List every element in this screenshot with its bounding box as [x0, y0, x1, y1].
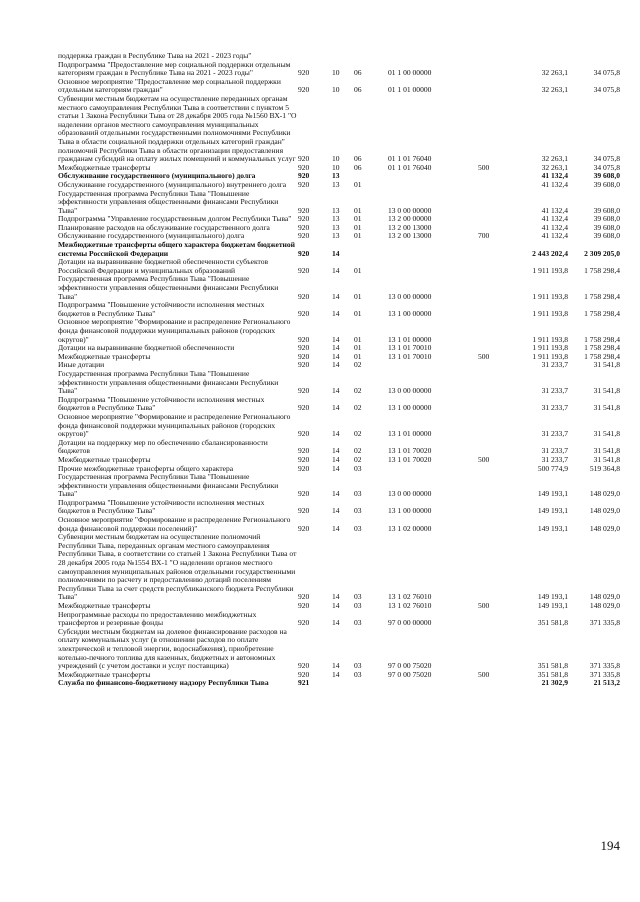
- row-amount-year1: 351 581,8: [537, 669, 568, 679]
- row-expense-type: [478, 241, 506, 258]
- row-grbs: 920: [298, 360, 310, 370]
- table-row: [58, 318, 620, 344]
- row-section: 14: [332, 454, 340, 464]
- row-name: Непрограммные расходы по предоставлению межбюджетных трансфертов и резервные фонды: [58, 609, 257, 628]
- row-target-article: 13 1 01 70020: [388, 446, 432, 456]
- row-subsection: 02: [354, 386, 362, 396]
- row-amount-year2: 39 608,0: [593, 214, 620, 224]
- row-grbs: 920: [298, 669, 310, 679]
- row-amount-year2: 1 758 298,4: [584, 265, 620, 275]
- row-section: 14: [332, 334, 340, 344]
- table-row: [58, 413, 620, 439]
- table-row: [58, 258, 620, 275]
- row-name: Государственная программа Республики Тыва "Повышение эффективности управления общественными финансами Республики Тыва": [58, 188, 279, 215]
- row-subsection: 01: [354, 351, 362, 361]
- table-row: [58, 275, 620, 301]
- row-target-article: 97 0 00 00000: [388, 618, 432, 628]
- row-section: [332, 679, 354, 688]
- row-name: Подпрограмма "Повышение устойчивости исполнения местных бюджетов в Республике Тыва": [58, 497, 265, 516]
- row-grbs: 920: [298, 205, 310, 215]
- row-grbs: 920: [298, 68, 310, 78]
- table-row: [58, 439, 620, 456]
- row-grbs: 920: [298, 592, 310, 602]
- row-target-article: [388, 181, 478, 190]
- row-amount-year1: 31 233,7: [541, 403, 568, 413]
- row-subsection: 06: [354, 154, 362, 164]
- row-section: 14: [332, 308, 340, 318]
- row-expense-type: 500: [478, 162, 490, 172]
- row-grbs: 920: [298, 446, 310, 456]
- table-row: [58, 611, 620, 628]
- row-target-article: 13 1 00 00000: [388, 308, 432, 318]
- row-amount-year2: 34 075,8: [593, 68, 620, 78]
- row-name: Иные дотации: [58, 360, 105, 370]
- row-subsection: 02: [354, 429, 362, 439]
- row-target-article: 97 0 00 75020: [388, 669, 432, 679]
- row-grbs: 920: [298, 291, 310, 301]
- row-subsection: 01: [354, 308, 362, 318]
- row-amount-year2: 34 075,8: [593, 162, 620, 172]
- row-expense-type: [478, 258, 506, 275]
- row-amount-year1: 41 132,4: [541, 205, 568, 215]
- row-target-article: [388, 52, 478, 61]
- row-amount-year2: 148 029,0: [589, 523, 620, 533]
- row-amount-year1: 149 193,1: [537, 489, 568, 499]
- table-row: [58, 78, 620, 95]
- row-name: Прочие межбюджетные трансферты общего характера: [58, 463, 234, 473]
- row-section: 14: [332, 360, 340, 370]
- row-subsection: 01: [354, 214, 362, 224]
- row-amount-year1: [506, 52, 568, 61]
- row-target-article: 01 1 01 76040: [388, 162, 432, 172]
- row-section: 14: [332, 343, 340, 353]
- row-expense-type: [478, 465, 506, 474]
- row-amount-year1: 351 581,8: [537, 661, 568, 671]
- table-row: [58, 396, 620, 413]
- row-amount-year2: 31 541,8: [593, 360, 620, 370]
- row-amount-year1: 31 233,7: [541, 454, 568, 464]
- row-amount-year2: 21 513,2: [593, 678, 620, 688]
- row-subsection: 01: [354, 205, 362, 215]
- row-target-article: [388, 465, 478, 474]
- row-grbs: 920: [298, 351, 310, 361]
- row-section: 14: [332, 446, 340, 456]
- row-target-article: 13 0 00 00000: [388, 291, 432, 301]
- row-expense-type: [478, 181, 506, 190]
- table-row: [58, 95, 620, 164]
- row-expense-type: [478, 439, 506, 456]
- row-target-article: [388, 172, 478, 181]
- row-grbs: 921: [298, 678, 310, 688]
- row-target-article: 13 1 02 76010: [388, 601, 432, 610]
- row-subsection: 06: [354, 162, 362, 172]
- row-section: 14: [332, 429, 340, 439]
- row-amount-year2: 34 075,8: [593, 154, 620, 164]
- row-target-article: 13 0 00 00000: [388, 205, 432, 215]
- row-grbs: 920: [298, 429, 310, 439]
- row-name: Межбюджетные трансферты: [58, 454, 151, 464]
- row-amount-year2: 1 758 298,4: [584, 334, 620, 344]
- row-section: 13: [332, 222, 340, 232]
- row-expense-type: [478, 413, 506, 439]
- row-name: Основное мероприятие "Формирование и распределение Регионального фонда финансовой поддержки муниципальных районов (городских округов)": [58, 411, 291, 439]
- table-row: [58, 61, 620, 78]
- row-section: 14: [332, 661, 340, 671]
- row-grbs: 920: [298, 222, 310, 232]
- row-amount-year1: 41 132,4: [541, 222, 568, 232]
- row-grbs: 920: [298, 618, 310, 628]
- row-expense-type: [478, 516, 506, 533]
- row-target-article: 13 2 00 13000: [388, 222, 432, 232]
- row-amount-year2: 1 758 298,4: [584, 308, 620, 318]
- row-grbs: 920: [298, 601, 310, 610]
- table-row: [58, 190, 620, 216]
- row-section: 14: [332, 291, 340, 301]
- row-subsection: 01: [354, 343, 362, 353]
- row-expense-type: [478, 275, 506, 301]
- row-expense-type: [478, 628, 506, 671]
- row-target-article: [388, 258, 478, 275]
- row-name: Межбюджетные трансферты: [58, 351, 151, 361]
- row-expense-type: [478, 318, 506, 344]
- row-section: 13: [332, 179, 340, 189]
- row-target-article: 13 1 00 00000: [388, 506, 432, 516]
- row-amount-year1: 1 911 193,8: [532, 291, 568, 301]
- row-expense-type: [478, 95, 506, 164]
- row-grbs: 920: [298, 661, 310, 671]
- row-subsection: [354, 679, 388, 688]
- row-expense-type: [478, 396, 506, 413]
- table-row: [58, 473, 620, 499]
- row-subsection: [354, 241, 388, 258]
- row-grbs: 920: [298, 231, 310, 241]
- table-row: [58, 533, 620, 602]
- row-amount-year2: 39 608,0: [593, 231, 620, 241]
- row-amount-year2: 1 758 298,4: [584, 351, 620, 361]
- row-section: 14: [332, 601, 340, 610]
- row-expense-type: [478, 473, 506, 499]
- row-amount-year2: 39 608,0: [593, 179, 620, 189]
- row-section: 10: [332, 85, 340, 95]
- row-subsection: 02: [354, 454, 362, 464]
- row-name: поддержка граждан в Республике Тыва на 2021 - 2023 годы": [58, 51, 252, 60]
- row-expense-type: [478, 611, 506, 628]
- row-subsection: [354, 52, 388, 61]
- row-expense-type: 500: [478, 351, 490, 361]
- table-row: [58, 301, 620, 318]
- row-name: Дотации на выравнивание бюджетной обеспеченности: [58, 343, 235, 353]
- row-subsection: 02: [354, 360, 362, 370]
- row-target-article: 13 1 00 00000: [388, 403, 432, 413]
- row-name: Подпрограмма "Предоставление мер социальной поддержки отдельным категориям граждан в Республике Тыва на 2021 - 2023 годы": [58, 59, 291, 78]
- row-subsection: 01: [354, 231, 362, 241]
- row-name: Планирование расходов на обслуживание государственного долга: [58, 222, 270, 232]
- row-subsection: 03: [354, 489, 362, 499]
- row-amount-year1: 1 911 193,8: [532, 265, 568, 275]
- row-subsection: 06: [354, 85, 362, 95]
- row-target-article: 13 1 01 00000: [388, 429, 432, 439]
- row-amount-year1: 149 193,1: [537, 601, 568, 610]
- row-amount-year2: 1 758 298,4: [584, 291, 620, 301]
- table-row: [58, 241, 620, 258]
- row-grbs: 920: [298, 463, 310, 473]
- row-amount-year2: 148 029,0: [589, 592, 620, 602]
- row-name: Субвенции местным бюджетам на осуществление переданных органам местного самоуправления Республики Тыва в соответствии с пунктом 5 статьи 1 Закона Республики Тыва от 28 декабря 2005 года №1560 ВХ-1 "О наделении органов местного самоуправления муниципальных образований отдельными государственными полномочиями Республики Тыва в области социальной поддержки отдельных категорий граждан" полномочий Республики Тыва в области организации предоставления гражданам субсидий на оплату жилых помещений и коммунальных услуг: [58, 93, 297, 164]
- row-amount-year1: 1 911 193,8: [532, 351, 568, 361]
- row-amount-year1: 2 443 202,4: [532, 248, 568, 258]
- row-expense-type: [478, 61, 506, 78]
- row-amount-year2: 519 364,8: [589, 463, 620, 473]
- row-name: Дотации на выравнивание бюджетной обеспеченности субъектов Российской Федерации и муниципальных образований: [58, 257, 269, 275]
- row-name: Служба по финансово-бюджетному надзору Республики Тыва: [58, 678, 269, 688]
- row-section: 14: [332, 489, 340, 499]
- row-target-article: 13 1 01 00000: [388, 334, 432, 344]
- row-amount-year1: 31 233,7: [541, 429, 568, 439]
- table-row: [58, 370, 620, 396]
- row-section: 14: [332, 523, 340, 533]
- row-amount-year1: 149 193,1: [537, 592, 568, 602]
- row-amount-year2: 371 335,8: [589, 669, 620, 679]
- row-target-article: [388, 679, 478, 688]
- row-amount-year2: 371 335,8: [589, 618, 620, 628]
- row-amount-year1: 1 911 193,8: [532, 334, 568, 344]
- row-subsection: 03: [354, 661, 362, 671]
- row-section: 13: [332, 231, 340, 241]
- row-expense-type: [478, 172, 506, 181]
- row-section: 14: [332, 248, 340, 258]
- row-grbs: 920: [298, 454, 310, 464]
- table-row: [58, 628, 620, 671]
- row-target-article: 13 0 00 00000: [388, 489, 432, 499]
- row-amount-year1: 500 774,9: [537, 463, 568, 473]
- row-name: Государственная программа Республики Тыва "Повышение эффективности управления общественными финансами Республики Тыва": [58, 472, 279, 499]
- row-expense-type: 500: [478, 454, 490, 464]
- row-section: 13: [332, 214, 340, 224]
- row-name: Государственная программа Республики Тыва "Повышение эффективности управления общественными финансами Республики Тыва": [58, 274, 279, 301]
- row-subsection: 06: [354, 68, 362, 78]
- row-section: 13: [332, 171, 340, 181]
- row-amount-year1: 41 132,4: [541, 179, 568, 189]
- row-amount-year1: 149 193,1: [537, 506, 568, 516]
- row-amount-year2: 148 029,0: [589, 489, 620, 499]
- row-target-article: 97 0 00 75020: [388, 661, 432, 671]
- table-row: [58, 679, 620, 688]
- row-amount-year2: 31 541,8: [593, 386, 620, 396]
- budget-table: [58, 52, 620, 688]
- row-subsection: 01: [354, 179, 362, 189]
- row-amount-year2: 31 541,8: [593, 454, 620, 464]
- row-name: Субвенции местным бюджетам на осуществление полномочий Республики Тыва, переданных органам местного самоуправления Республики Тыва, в соответствии со статьей 1 Закона Республики Тыва от 28 декабря 2005 года №1554 ВХ-1 "О наделении органов местного самоуправления муниципальных районов отдельными государственными полномочиями по расчету и предоставлению дотаций поселениям Республики Тыва за счет средств республиканского бюджета Республики Тыва": [58, 532, 297, 602]
- row-expense-type: [478, 361, 506, 370]
- row-section: 14: [332, 386, 340, 396]
- row-name: Государственная программа Республики Тыва "Повышение эффективности управления общественными финансами Республики Тыва": [58, 368, 279, 396]
- row-amount-year2: 148 029,0: [589, 601, 620, 610]
- row-name: Обслуживание государственного (муниципального) долга: [58, 231, 245, 241]
- row-target-article: 13 0 00 00000: [388, 386, 432, 396]
- row-amount-year2: 2 309 205,0: [584, 248, 620, 258]
- row-subsection: 01: [354, 222, 362, 232]
- row-expense-type: [478, 52, 506, 61]
- row-section: 14: [332, 669, 340, 679]
- row-grbs: 920: [298, 179, 310, 189]
- row-name: Подпрограмма "Управление государственным долгом Республики Тыва": [58, 214, 292, 224]
- row-name: Основное мероприятие "Формирование и распределение Регионального фонда финансовой поддержки муниципальных районов (городских округов)": [58, 317, 291, 344]
- row-expense-type: [478, 301, 506, 318]
- row-grbs: 920: [298, 489, 310, 499]
- row-section: 14: [332, 618, 340, 628]
- row-grbs: 920: [298, 343, 310, 353]
- page-number: 194: [600, 838, 620, 853]
- row-name: Обслуживание государственного (муниципального) внутреннего долга: [58, 179, 287, 189]
- budget-table-body: [58, 52, 620, 688]
- row-name: Межбюджетные трансферты: [58, 162, 151, 172]
- row-expense-type: 700: [478, 231, 490, 241]
- row-amount-year1: 32 263,1: [541, 85, 568, 95]
- row-amount-year1: 31 233,7: [541, 386, 568, 396]
- row-name: Дотации на поддержку мер по обеспечению сбалансированности бюджетов: [58, 437, 268, 456]
- row-amount-year2: 39 608,0: [593, 205, 620, 215]
- row-subsection: 03: [354, 523, 362, 533]
- row-expense-type: [478, 679, 506, 688]
- row-section: 14: [332, 463, 340, 473]
- row-section: 14: [332, 265, 340, 275]
- row-subsection: 01: [354, 334, 362, 344]
- row-subsection: 03: [354, 506, 362, 516]
- row-amount-year1: 149 193,1: [537, 523, 568, 533]
- row-name: Межбюджетные трансферты: [58, 601, 151, 610]
- row-name: Подпрограмма "Повышение устойчивости исполнения местных бюджетов в Республике Тыва": [58, 300, 265, 318]
- row-section: [332, 52, 354, 61]
- row-grbs: 920: [298, 308, 310, 318]
- row-amount-year1: 31 233,7: [541, 360, 568, 370]
- row-target-article: [388, 361, 478, 370]
- row-target-article: 13 1 01 70010: [388, 351, 432, 361]
- row-grbs: 920: [298, 386, 310, 396]
- row-name: Подпрограмма "Повышение устойчивости исполнения местных бюджетов в Республике Тыва": [58, 394, 265, 413]
- row-expense-type: [478, 190, 506, 216]
- row-expense-type: 500: [478, 601, 490, 610]
- row-target-article: 13 2 00 00000: [388, 214, 432, 224]
- row-amount-year2: 31 541,8: [593, 446, 620, 456]
- row-grbs: [298, 52, 332, 61]
- row-amount-year1: 32 263,1: [541, 162, 568, 172]
- row-subsection: 02: [354, 403, 362, 413]
- row-amount-year1: 32 263,1: [541, 68, 568, 78]
- row-section: 14: [332, 506, 340, 516]
- row-section: 10: [332, 162, 340, 172]
- row-amount-year1: 351 581,8: [537, 618, 568, 628]
- row-target-article: 13 1 01 70010: [388, 343, 432, 353]
- row-amount-year2: 34 075,8: [593, 85, 620, 95]
- row-target-article: 13 1 02 00000: [388, 523, 432, 533]
- row-expense-type: [478, 78, 506, 95]
- row-amount-year1: 21 302,9: [541, 678, 568, 688]
- row-subsection: 02: [354, 446, 362, 456]
- row-amount-year1: 32 263,1: [541, 154, 568, 164]
- row-grbs: 920: [298, 403, 310, 413]
- table-row: [58, 516, 620, 533]
- row-expense-type: [478, 215, 506, 224]
- row-grbs: 920: [298, 85, 310, 95]
- row-name: Основное мероприятие "Предоставление мер социальной поддержки отдельным категориям граждан": [58, 76, 281, 95]
- row-section: 10: [332, 68, 340, 78]
- row-amount-year2: 31 541,8: [593, 429, 620, 439]
- row-amount-year2: 148 029,0: [589, 506, 620, 516]
- row-grbs: 920: [298, 248, 310, 258]
- row-amount-year1: 41 132,4: [541, 214, 568, 224]
- row-amount-year1: 31 233,7: [541, 446, 568, 456]
- row-amount-year2: 371 335,8: [589, 661, 620, 671]
- row-subsection: 01: [354, 291, 362, 301]
- row-amount-year2: 31 541,8: [593, 403, 620, 413]
- row-section: 13: [332, 205, 340, 215]
- row-expense-type: 500: [478, 669, 490, 679]
- row-name: Субсидии местным бюджетам на долевое финансирование расходов на оплату коммунальных услуг (в отношении расходов по оплате электрической и тепловой энергии, водоснабжения), приобретение котельно-печного топлива для казенных, бюджетных и автономных учреждений (с учетом доставки и услуг поставщика): [58, 626, 287, 671]
- row-name: Основное мероприятие "Формирование и распределение Регионального фонда финансовой поддержки поселений)": [58, 515, 291, 533]
- row-target-article: [388, 241, 478, 258]
- row-subsection: 03: [354, 601, 362, 610]
- row-amount-year1: 41 132,4: [541, 231, 568, 241]
- row-expense-type: [478, 370, 506, 396]
- row-grbs: 920: [298, 214, 310, 224]
- table-row: [58, 499, 620, 516]
- row-section: 10: [332, 154, 340, 164]
- row-target-article: 01 1 00 00000: [388, 68, 432, 78]
- row-target-article: 13 1 01 70020: [388, 454, 432, 464]
- row-grbs: 920: [298, 523, 310, 533]
- row-expense-type: [478, 533, 506, 602]
- row-amount-year2: 39 608,0: [593, 222, 620, 232]
- row-amount-year2: [568, 52, 620, 61]
- row-grbs: 920: [298, 506, 310, 516]
- row-target-article: 01 1 01 00000: [388, 85, 432, 95]
- row-subsection: 03: [354, 463, 362, 473]
- row-amount-year1: 1 911 193,8: [532, 343, 568, 353]
- row-name: Межбюджетные трансферты общего характера бюджетам бюджетной системы Российской Федерации: [58, 240, 296, 258]
- row-grbs: 920: [298, 171, 310, 181]
- row-subsection: 03: [354, 592, 362, 602]
- row-section: 14: [332, 351, 340, 361]
- row-amount-year2: 1 758 298,4: [584, 343, 620, 353]
- row-grbs: 920: [298, 265, 310, 275]
- row-target-article: 13 1 02 76010: [388, 592, 432, 602]
- row-subsection: 01: [354, 265, 362, 275]
- row-section: 14: [332, 403, 340, 413]
- row-target-article: 13 2 00 13000: [388, 231, 432, 241]
- row-section: 14: [332, 592, 340, 602]
- row-target-article: 01 1 01 76040: [388, 154, 432, 164]
- row-grbs: 920: [298, 154, 310, 164]
- row-amount-year1: 1 911 193,8: [532, 308, 568, 318]
- row-grbs: 920: [298, 334, 310, 344]
- row-amount-year2: 39 608,0: [593, 171, 620, 181]
- row-amount-year1: 41 132,4: [541, 171, 568, 181]
- row-grbs: 920: [298, 162, 310, 172]
- row-subsection: 03: [354, 618, 362, 628]
- row-expense-type: [478, 499, 506, 516]
- row-name: Межбюджетные трансферты: [58, 669, 151, 679]
- row-name: Обслуживание государственного (муниципального) долга: [58, 171, 256, 181]
- row-subsection: 03: [354, 669, 362, 679]
